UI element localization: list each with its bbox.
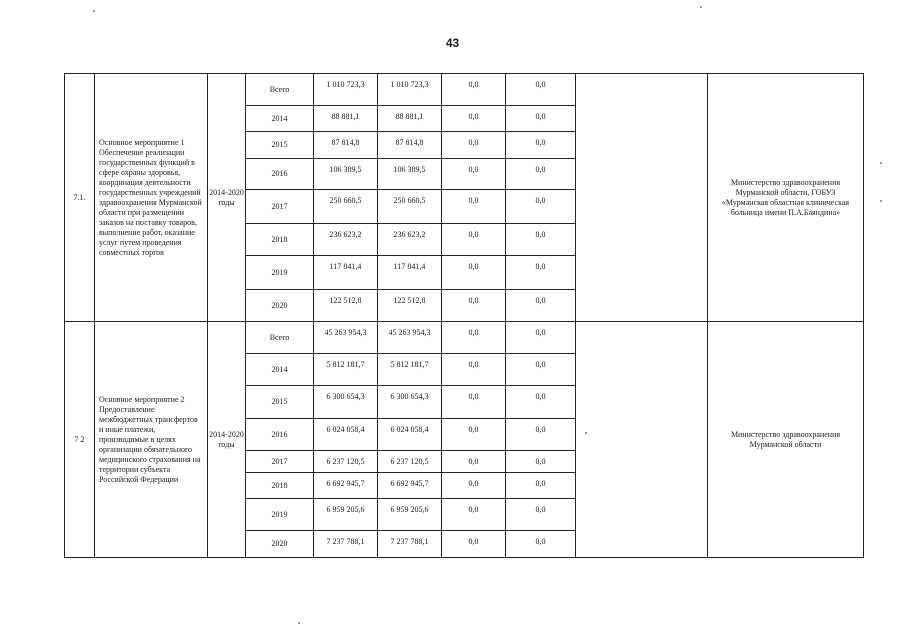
empty-cell xyxy=(576,322,708,558)
regional-cell: 87 814,8 xyxy=(378,132,442,159)
other-cell: 0,0 xyxy=(506,256,576,290)
federal-cell: 0,0 xyxy=(442,74,506,106)
empty-cell xyxy=(576,74,708,322)
regional-cell: 6 959 205,6 xyxy=(378,499,442,531)
total-cell: 6 024 058,4 xyxy=(314,419,378,451)
other-cell: 0,0 xyxy=(506,190,576,224)
total-cell: 6 959 205,6 xyxy=(314,499,378,531)
other-cell: 0,0 xyxy=(506,386,576,419)
other-cell: 0,0 xyxy=(506,419,576,451)
year-cell: 2018 xyxy=(246,473,314,499)
regional-cell: 6 692 945,7 xyxy=(378,473,442,499)
row-number: 7.1. xyxy=(65,74,95,322)
total-cell: 250 660,5 xyxy=(314,190,378,224)
federal-cell: 0,0 xyxy=(442,499,506,531)
scan-speck xyxy=(880,200,882,202)
other-cell: 0,0 xyxy=(506,290,576,322)
year-cell: 2016 xyxy=(246,419,314,451)
period: 2014-2020 годы xyxy=(208,74,246,322)
year-cell: 2020 xyxy=(246,531,314,558)
scan-speck xyxy=(298,622,300,624)
total-cell: 5 812 181,7 xyxy=(314,354,378,386)
total-cell: 117 841,4 xyxy=(314,256,378,290)
total-cell: 6 300 654,3 xyxy=(314,386,378,419)
total-cell: 88 881,1 xyxy=(314,106,378,132)
total-cell: 122 512,8 xyxy=(314,290,378,322)
activity-name: Основное мероприятие 1 Обеспечение реализации государственных функций в сфере охраны здоровья, координация деятельности государственных учреждений здравоохранения Мурманской области при размещении заказов на поставку товаров, выполнение работ, оказание услуг путем проведения совместных торгов xyxy=(95,74,208,322)
year-cell: 2019 xyxy=(246,499,314,531)
other-cell: 0,0 xyxy=(506,159,576,190)
other-cell: 0,0 xyxy=(506,224,576,256)
regional-cell: 6 300 654,3 xyxy=(378,386,442,419)
row-number: 7 2 xyxy=(65,322,95,558)
scan-speck xyxy=(585,432,587,434)
total-cell: 7 237 788,1 xyxy=(314,531,378,558)
total-cell: 45 263 954,3 xyxy=(314,322,378,354)
regional-cell: 122 512,8 xyxy=(378,290,442,322)
year-cell: 2019 xyxy=(246,256,314,290)
regional-cell: 88 881,1 xyxy=(378,106,442,132)
regional-cell: 7 237 788,1 xyxy=(378,531,442,558)
regional-cell: 117 841,4 xyxy=(378,256,442,290)
total-cell: 6 692 945,7 xyxy=(314,473,378,499)
regional-cell: 6 237 120,5 xyxy=(378,451,442,473)
other-cell: 0,0 xyxy=(506,451,576,473)
federal-cell: 0,0 xyxy=(442,531,506,558)
federal-cell: 0,0 xyxy=(442,419,506,451)
year-cell: 2020 xyxy=(246,290,314,322)
executor: Министерство здравоохранения Мурманской области xyxy=(708,322,864,558)
federal-cell: 0,0 xyxy=(442,106,506,132)
executor: Министерство здравоохранения Мурманской области, ГОБУЗ «Мурманская областная клиническая больница имени П.А.Баяндина» xyxy=(708,74,864,322)
federal-cell: 0,0 xyxy=(442,322,506,354)
other-cell: 0,0 xyxy=(506,354,576,386)
year-cell: 2014 xyxy=(246,106,314,132)
period: 2014-2020 годы xyxy=(208,322,246,558)
federal-cell: 0,0 xyxy=(442,451,506,473)
other-cell: 0,0 xyxy=(506,531,576,558)
other-cell: 0,0 xyxy=(506,132,576,159)
table-row xyxy=(65,322,864,354)
year-cell: 2014 xyxy=(246,354,314,386)
federal-cell: 0,0 xyxy=(442,132,506,159)
page-number: 43 xyxy=(445,36,460,50)
federal-cell: 0,0 xyxy=(442,190,506,224)
federal-cell: 0,0 xyxy=(442,256,506,290)
federal-cell: 0,0 xyxy=(442,159,506,190)
federal-cell: 0,0 xyxy=(442,290,506,322)
total-cell: 236 623,2 xyxy=(314,224,378,256)
year-cell: Всего xyxy=(246,322,314,354)
scan-speck xyxy=(880,162,882,164)
other-cell: 0,0 xyxy=(506,499,576,531)
regional-cell: 106 389,5 xyxy=(378,159,442,190)
total-cell: 87 814,8 xyxy=(314,132,378,159)
year-cell: 2017 xyxy=(246,190,314,224)
other-cell: 0,0 xyxy=(506,322,576,354)
year-cell: 2015 xyxy=(246,132,314,159)
regional-cell: 250 660,5 xyxy=(378,190,442,224)
federal-cell: 0,0 xyxy=(442,354,506,386)
other-cell: 0,0 xyxy=(506,74,576,106)
year-cell: 2015 xyxy=(246,386,314,419)
year-cell: 2018 xyxy=(246,224,314,256)
total-cell: 1 010 723,3 xyxy=(314,74,378,106)
activity-name: Основное мероприятие 2 Предоставление межбюджетных трансфертов и иные платежи, производимые в целях организации обязательного медицинского страхования на территории субъекта Российской Федерации xyxy=(95,322,208,558)
year-cell: Всего xyxy=(246,74,314,106)
scan-speck xyxy=(93,10,95,12)
federal-cell: 0,0 xyxy=(442,473,506,499)
federal-cell: 0,0 xyxy=(442,224,506,256)
total-cell: 106 389,5 xyxy=(314,159,378,190)
regional-cell: 6 024 058,4 xyxy=(378,419,442,451)
federal-cell: 0,0 xyxy=(442,386,506,419)
year-cell: 2017 xyxy=(246,451,314,473)
total-cell: 6 237 120,5 xyxy=(314,451,378,473)
other-cell: 0,0 xyxy=(506,106,576,132)
table-row xyxy=(65,74,864,106)
year-cell: 2016 xyxy=(246,159,314,190)
scan-speck xyxy=(700,6,702,8)
regional-cell: 236 623,2 xyxy=(378,224,442,256)
other-cell: 0,0 xyxy=(506,473,576,499)
budget-table xyxy=(64,73,864,558)
regional-cell: 45 263 954,3 xyxy=(378,322,442,354)
regional-cell: 1 010 723,3 xyxy=(378,74,442,106)
regional-cell: 5 812 181,7 xyxy=(378,354,442,386)
